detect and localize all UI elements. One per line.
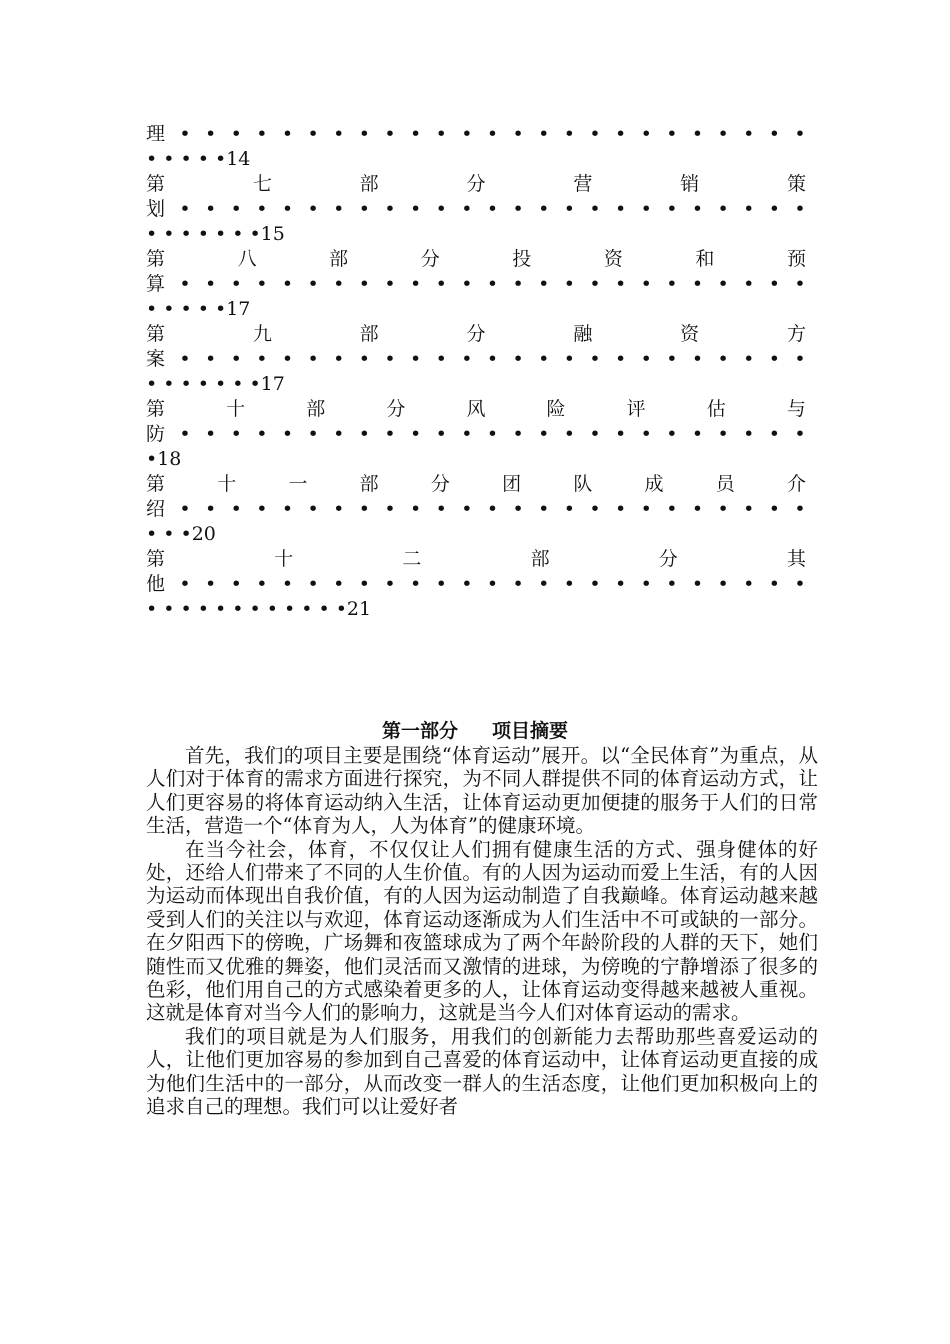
- toc-leader-dot: •: [615, 123, 627, 145]
- toc-dots-text: • • • • • • •15: [146, 223, 285, 245]
- toc-leader-dot: •: [461, 273, 473, 295]
- toc-leader-dot: •: [486, 348, 499, 370]
- toc-entry-leader: [146, 497, 806, 522]
- toc-leader-dot: •: [794, 123, 806, 145]
- toc-leader-dot: •: [717, 198, 729, 220]
- toc-leader-dot: •: [666, 198, 678, 220]
- toc-leader-dot: •: [512, 573, 524, 595]
- toc-entry-heading: [146, 247, 806, 272]
- toc-leader-dot: •: [435, 273, 447, 295]
- toc-leader-dot: •: [486, 273, 499, 295]
- toc-leader-dot: •: [563, 273, 576, 295]
- toc-leader-dot: •: [256, 498, 268, 520]
- toc-leader-dot: •: [461, 573, 473, 595]
- toc-heading-char: 预: [786, 248, 806, 270]
- toc-leader-dot: •: [410, 198, 422, 220]
- toc-leader-dot: •: [358, 198, 371, 220]
- toc-leader-dot: •: [230, 498, 242, 520]
- toc-leader-dot: •: [179, 423, 191, 445]
- toc-leader-dot: •: [794, 348, 806, 370]
- toc-leader-dot: •: [256, 423, 268, 445]
- toc-leader-dot: •: [230, 123, 242, 145]
- toc-leader-dot: •: [333, 123, 345, 145]
- toc-leader-dot: •: [743, 273, 755, 295]
- toc-leader-dot: •: [589, 348, 601, 370]
- toc-leader-dot: •: [410, 573, 422, 595]
- toc-leader-dot: •: [358, 423, 371, 445]
- toc-heading-char: 员: [715, 473, 735, 495]
- toc-heading-char: 资: [680, 323, 700, 345]
- toc-leader-dot: •: [333, 573, 345, 595]
- toc-leader-dot: •: [666, 423, 678, 445]
- toc-leader-dot: •: [794, 573, 806, 595]
- toc-leader-dot: •: [435, 348, 447, 370]
- toc-leader-dot: •: [538, 198, 550, 220]
- toc-leader-dot: •: [794, 273, 806, 295]
- toc-leader-dot: •: [486, 498, 499, 520]
- toc-leader-dot: •: [691, 498, 704, 520]
- toc-heading-char: 介: [786, 473, 806, 495]
- toc-leader-dot: •: [538, 573, 550, 595]
- toc-leader-dot: •: [307, 423, 319, 445]
- toc-entry-heading: [146, 322, 806, 347]
- toc-leader-dot: •: [307, 348, 319, 370]
- toc-heading-char: 第: [146, 173, 166, 195]
- toc-leader-dot: •: [615, 273, 627, 295]
- toc-entry-page: [146, 522, 806, 547]
- toc-leader-dot: •: [256, 273, 268, 295]
- toc-dots-text: • • • • • • • • • • • •21: [146, 598, 372, 620]
- toc-dots-text: • • •20: [146, 523, 216, 545]
- toc-heading-char: 营: [573, 173, 593, 195]
- toc-leader-dot: •: [743, 123, 755, 145]
- toc-entry-page: [146, 297, 806, 322]
- toc-leader-dot: •: [333, 273, 345, 295]
- toc-leader-dot: •: [563, 573, 576, 595]
- toc-leader-dot: •: [205, 273, 217, 295]
- toc-leader-dot: •: [538, 123, 550, 145]
- toc-leader-dot: •: [512, 123, 524, 145]
- toc-leader-char: 绍: [146, 498, 166, 520]
- toc-leader-dot: •: [205, 498, 217, 520]
- toc-leader-dot: •: [179, 573, 191, 595]
- toc-leader-dot: •: [205, 423, 217, 445]
- toc-heading-char: 二: [402, 548, 422, 570]
- toc-leader-dot: •: [666, 273, 678, 295]
- toc-leader-dot: •: [640, 198, 652, 220]
- toc-leader-dot: •: [230, 348, 242, 370]
- toc-leader-dot: •: [768, 273, 781, 295]
- toc-leader-dot: •: [486, 198, 499, 220]
- toc-heading-char: 十: [217, 473, 237, 495]
- paragraph-1: 首先，我们的项目主要是围绕“体育运动”展开。以“全民体育”为重点，从人们对于体育的需求方面进行探究，为不同人群提供不同的体育运动方式，让人们更容易的将体育运动纳入生活，让体育运动更加便捷的服务于人们的日常生活，营造一个“体育为人，人为体育”的健康环境。: [146, 744, 818, 838]
- toc-leader-dot: •: [589, 423, 601, 445]
- toc-entry-heading: [146, 172, 806, 197]
- toc-heading-char: 分: [466, 173, 486, 195]
- toc-leader-dot: •: [768, 423, 781, 445]
- toc-leader-dot: •: [512, 348, 524, 370]
- toc-leader-dot: •: [410, 498, 422, 520]
- toc-leader-dot: •: [486, 573, 499, 595]
- toc-leader-dot: •: [794, 498, 806, 520]
- toc-heading-char: 评: [626, 398, 646, 420]
- toc-entry-page: [146, 447, 806, 472]
- toc-leader-dot: •: [307, 123, 319, 145]
- toc-leader-dot: •: [794, 423, 806, 445]
- toc-leader-dot: •: [768, 348, 781, 370]
- paragraph-3: 我们的项目就是为人们服务，用我们的创新能力去帮助那些喜爱运动的人，让他们更加容易的参加到自己喜爱的体育运动中，让体育运动更直接的成为他们生活中的一部分，从而改变一群人的生活态度，让他们更加积极向上的追求自己的理想。我们可以让爱好者: [146, 1024, 818, 1119]
- toc-leader-dot: •: [384, 573, 396, 595]
- toc-leader-dot: •: [281, 123, 294, 145]
- toc-leader-dot: •: [256, 198, 268, 220]
- toc-leader-dot: •: [717, 423, 729, 445]
- toc-leader-dot: •: [435, 573, 447, 595]
- toc-entry-leader: [146, 572, 806, 597]
- toc-leader-dot: •: [615, 348, 627, 370]
- table-of-contents: [146, 122, 806, 622]
- toc-leader-dot: •: [435, 423, 447, 445]
- toc-leader-char: 防: [146, 423, 166, 445]
- toc-entry-page: [146, 372, 806, 397]
- toc-heading-char: 第: [146, 398, 166, 420]
- toc-leader-dot: •: [512, 498, 524, 520]
- toc-leader-dot: •: [461, 423, 473, 445]
- toc-leader-dot: •: [358, 348, 371, 370]
- toc-leader-dot: •: [563, 423, 576, 445]
- toc-leader-dot: •: [640, 123, 652, 145]
- toc-heading-char: 第: [146, 473, 166, 495]
- toc-leader-dot: •: [256, 123, 268, 145]
- toc-heading-char: 第: [146, 248, 166, 270]
- toc-leader-dot: •: [589, 198, 601, 220]
- toc-leader-dot: •: [743, 498, 755, 520]
- toc-leader-dot: •: [435, 498, 447, 520]
- toc-leader-dot: •: [230, 573, 242, 595]
- toc-heading-char: 分: [466, 323, 486, 345]
- toc-leader-dot: •: [358, 123, 371, 145]
- toc-leader-dot: •: [333, 198, 345, 220]
- toc-leader-dot: •: [461, 348, 473, 370]
- toc-leader-dot: •: [281, 498, 294, 520]
- toc-leader-char: 案: [146, 348, 166, 370]
- toc-heading-char: 部: [359, 173, 379, 195]
- toc-dots-text: • • • • • • •17: [146, 373, 285, 395]
- toc-leader-dot: •: [589, 273, 601, 295]
- toc-leader-dot: •: [307, 573, 319, 595]
- toc-entry-heading: [146, 472, 806, 497]
- toc-heading-char: 一: [288, 473, 308, 495]
- toc-entry-leader: [146, 122, 806, 147]
- toc-leader-dot: •: [461, 123, 473, 145]
- toc-leader-dot: •: [281, 573, 294, 595]
- toc-leader-dot: •: [691, 273, 704, 295]
- toc-entry-page: [146, 597, 806, 622]
- toc-leader-dot: •: [256, 573, 268, 595]
- section-title-name: 项目摘要: [492, 720, 569, 742]
- toc-leader-dot: •: [410, 273, 422, 295]
- toc-leader-dot: •: [615, 573, 627, 595]
- toc-heading-char: 资: [603, 248, 623, 270]
- toc-heading-char: 十: [226, 398, 246, 420]
- toc-heading-char: 投: [512, 248, 532, 270]
- toc-leader-dot: •: [256, 348, 268, 370]
- toc-leader-dot: •: [179, 123, 191, 145]
- toc-leader-dot: •: [666, 498, 678, 520]
- toc-leader-dot: •: [563, 348, 576, 370]
- toc-leader-dot: •: [691, 348, 704, 370]
- toc-leader-dot: •: [358, 573, 371, 595]
- toc-leader-char: 他: [146, 573, 166, 595]
- toc-leader-dot: •: [589, 498, 601, 520]
- toc-leader-dot: •: [358, 498, 371, 520]
- toc-heading-char: 部: [530, 548, 550, 570]
- toc-heading-char: 成: [644, 473, 664, 495]
- toc-leader-dot: •: [538, 423, 550, 445]
- toc-leader-dot: •: [563, 123, 576, 145]
- toc-leader-dot: •: [230, 423, 242, 445]
- toc-leader-dot: •: [717, 498, 729, 520]
- toc-leader-dot: •: [666, 348, 678, 370]
- toc-leader-char: 理: [146, 123, 166, 145]
- section-title-part: 第一部分: [381, 720, 458, 742]
- toc-leader-dot: •: [410, 123, 422, 145]
- toc-leader-dot: •: [358, 273, 371, 295]
- toc-leader-char: 算: [146, 273, 166, 295]
- toc-heading-char: 分: [420, 248, 440, 270]
- toc-leader-dot: •: [768, 573, 781, 595]
- toc-dots-text: • • • • •14: [146, 148, 251, 170]
- toc-leader-dot: •: [205, 348, 217, 370]
- toc-leader-dot: •: [486, 123, 499, 145]
- toc-entry-leader: [146, 347, 806, 372]
- toc-leader-dot: •: [717, 348, 729, 370]
- toc-leader-dot: •: [384, 348, 396, 370]
- toc-leader-dot: •: [410, 423, 422, 445]
- toc-leader-char: 划: [146, 198, 166, 220]
- toc-leader-dot: •: [640, 573, 652, 595]
- toc-leader-dot: •: [281, 273, 294, 295]
- toc-leader-dot: •: [563, 498, 576, 520]
- toc-heading-char: 分: [658, 548, 678, 570]
- toc-leader-dot: •: [589, 123, 601, 145]
- toc-entry-heading: [146, 547, 806, 572]
- toc-leader-dot: •: [486, 423, 499, 445]
- toc-heading-char: 和: [695, 248, 715, 270]
- toc-heading-char: 方: [786, 323, 806, 345]
- toc-leader-dot: •: [384, 198, 396, 220]
- toc-leader-dot: •: [615, 198, 627, 220]
- toc-leader-dot: •: [435, 198, 447, 220]
- toc-leader-dot: •: [743, 198, 755, 220]
- toc-heading-char: 第: [146, 323, 166, 345]
- toc-leader-dot: •: [384, 273, 396, 295]
- toc-leader-dot: •: [717, 273, 729, 295]
- toc-leader-dot: •: [384, 498, 396, 520]
- toc-leader-dot: •: [230, 273, 242, 295]
- toc-leader-dot: •: [615, 498, 627, 520]
- toc-leader-dot: •: [640, 498, 652, 520]
- toc-leader-dot: •: [461, 198, 473, 220]
- toc-entry-leader: [146, 197, 806, 222]
- toc-leader-dot: •: [205, 198, 217, 220]
- toc-entry-page: [146, 222, 806, 247]
- toc-heading-char: 第: [146, 548, 166, 570]
- toc-leader-dot: •: [179, 348, 191, 370]
- toc-leader-dot: •: [717, 123, 729, 145]
- toc-leader-dot: •: [666, 123, 678, 145]
- toc-leader-dot: •: [768, 123, 781, 145]
- toc-leader-dot: •: [461, 498, 473, 520]
- toc-leader-dot: •: [281, 198, 294, 220]
- toc-leader-dot: •: [563, 198, 576, 220]
- toc-leader-dot: •: [691, 198, 704, 220]
- toc-leader-dot: •: [512, 273, 524, 295]
- toc-leader-dot: •: [691, 123, 704, 145]
- toc-leader-dot: •: [743, 573, 755, 595]
- toc-leader-dot: •: [384, 123, 396, 145]
- toc-leader-dot: •: [384, 423, 396, 445]
- toc-leader-dot: •: [435, 123, 447, 145]
- toc-leader-dot: •: [589, 573, 601, 595]
- toc-heading-char: 估: [706, 398, 726, 420]
- toc-heading-char: 风: [466, 398, 486, 420]
- toc-leader-dot: •: [794, 198, 806, 220]
- toc-heading-char: 七: [252, 173, 272, 195]
- toc-leader-dot: •: [307, 498, 319, 520]
- toc-heading-char: 十: [274, 548, 294, 570]
- toc-entry-leader: [146, 422, 806, 447]
- toc-leader-dot: •: [691, 573, 704, 595]
- toc-dots-text: • • • • •17: [146, 298, 251, 320]
- toc-leader-dot: •: [640, 423, 652, 445]
- section-body: [146, 744, 818, 1119]
- toc-heading-char: 八: [237, 248, 257, 270]
- toc-heading-char: 部: [329, 248, 349, 270]
- toc-leader-dot: •: [512, 423, 524, 445]
- toc-leader-dot: •: [538, 273, 550, 295]
- toc-heading-char: 部: [306, 398, 326, 420]
- toc-leader-dot: •: [333, 498, 345, 520]
- toc-leader-dot: •: [410, 348, 422, 370]
- toc-leader-dot: •: [281, 348, 294, 370]
- toc-leader-dot: •: [307, 198, 319, 220]
- toc-heading-char: 融: [573, 323, 593, 345]
- toc-heading-char: 部: [359, 473, 379, 495]
- toc-entry-leader: [146, 272, 806, 297]
- toc-heading-char: 分: [430, 473, 450, 495]
- toc-leader-dot: •: [205, 123, 217, 145]
- toc-leader-dot: •: [615, 423, 627, 445]
- toc-leader-dot: •: [743, 348, 755, 370]
- toc-leader-dot: •: [179, 498, 191, 520]
- toc-leader-dot: •: [512, 198, 524, 220]
- toc-heading-char: 部: [359, 323, 379, 345]
- toc-leader-dot: •: [768, 198, 781, 220]
- toc-heading-char: 团: [502, 473, 522, 495]
- toc-leader-dot: •: [691, 423, 704, 445]
- toc-leader-dot: •: [307, 273, 319, 295]
- section-title: [0, 718, 950, 744]
- toc-leader-dot: •: [717, 573, 729, 595]
- toc-leader-dot: •: [230, 198, 242, 220]
- toc-entry-heading: [146, 397, 806, 422]
- toc-leader-dot: •: [205, 573, 217, 595]
- toc-heading-char: 其: [786, 548, 806, 570]
- toc-leader-dot: •: [333, 423, 345, 445]
- toc-leader-dot: •: [179, 198, 191, 220]
- toc-leader-dot: •: [666, 573, 678, 595]
- toc-leader-dot: •: [768, 498, 781, 520]
- toc-leader-dot: •: [640, 348, 652, 370]
- toc-entry-page: [146, 147, 806, 172]
- paragraph-2: 在当今社会，体育，不仅仅让人们拥有健康生活的方式、强身健体的好处，还给人们带来了不同的人生价值。有的人因为运动而爱上生活，有的人因为运动而体现出自我价值，有的人因为运动制造了自我巅峰。体育运动越来越受到人们的关注以与欢迎，体育运动逐渐成为人们生活中不可或缺的一部分。在夕阳西下的傍晚，广场舞和夜篮球成为了两个年龄阶段的人群的天下，她们随性而又优雅的舞姿，他们灵活而又激情的进球，为傍晚的宁静增添了很多的色彩，他们用自己的方式感染着更多的人，让体育运动变得越来越被人重视。这就是体育对当今人们的影响力，这就是当今人们对体育运动的需求。: [146, 837, 818, 1025]
- toc-leader-dot: •: [538, 348, 550, 370]
- toc-leader-dot: •: [281, 423, 294, 445]
- toc-heading-char: 策: [786, 173, 806, 195]
- toc-leader-dot: •: [538, 498, 550, 520]
- toc-heading-char: 队: [573, 473, 593, 495]
- toc-heading-char: 分: [386, 398, 406, 420]
- toc-leader-dot: •: [743, 423, 755, 445]
- toc-heading-char: 与: [786, 398, 806, 420]
- toc-heading-char: 销: [680, 173, 700, 195]
- toc-leader-dot: •: [179, 273, 191, 295]
- toc-leader-dot: •: [333, 348, 345, 370]
- toc-heading-char: 九: [252, 323, 272, 345]
- toc-leader-dot: •: [640, 273, 652, 295]
- toc-dots-text: •18: [146, 448, 182, 470]
- toc-heading-char: 险: [546, 398, 566, 420]
